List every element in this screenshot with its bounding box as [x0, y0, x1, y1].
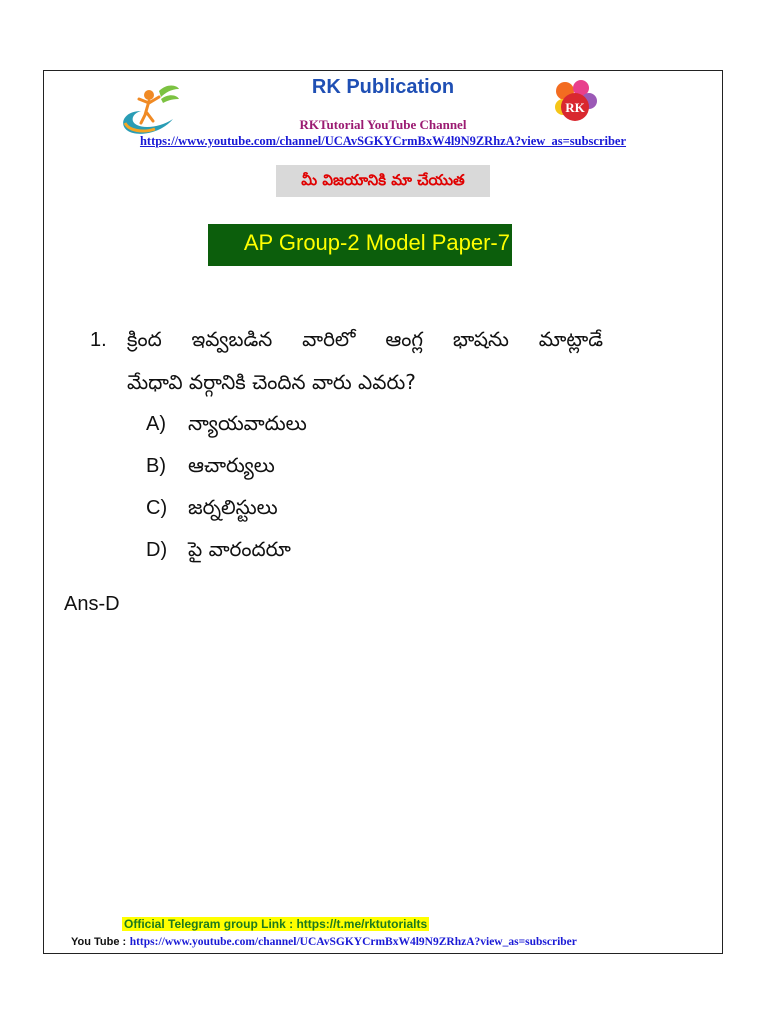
question-text-line2: మేధావి వర్గానికి చెందిన వారు ఎవరు? [127, 370, 416, 394]
page-frame [43, 70, 723, 954]
option-label: C) [146, 497, 168, 519]
option-label: B) [146, 455, 166, 477]
option-a [146, 411, 307, 440]
option-text: జర్నలిస్టులు [188, 495, 278, 519]
paper-title: AP Group-2 Model Paper-7 [208, 224, 512, 266]
answer-text: Ans-D [64, 593, 120, 615]
option-label: A) [146, 413, 166, 435]
option-b [146, 453, 275, 482]
youtube-label: You Tube : [71, 936, 127, 948]
rk-logo-text: RK [565, 100, 585, 115]
telegram-link[interactable]: Official Telegram group Link : https://t.me/rktutorialts [124, 917, 428, 931]
option-d [146, 537, 291, 566]
option-label: D) [146, 539, 168, 561]
option-text: ఆచార్యులు [188, 453, 275, 477]
channel-link[interactable]: https://www.youtube.com/channel/UCAvSGKYCrmBxW4l9N9ZRhzA?view_as=subscriber [139, 134, 627, 148]
question-text-line1: క్రింద ఇవ్వబడిన వారిలో ఆంగ్ల భాషను మాట్లాడే [127, 327, 603, 351]
slogan-banner: మీ విజయానికి మా చేయుత [276, 165, 490, 197]
youtube-footer-link[interactable]: https://www.youtube.com/channel/UCAvSGKYCrmBxW4l9N9ZRhzA?view_as=subscriber [129, 936, 577, 948]
publication-title: RK Publication [311, 76, 455, 98]
channel-name: RKTutorial YouTube Channel [299, 117, 467, 132]
option-c [146, 495, 278, 524]
option-text: న్యాయవాదులు [188, 411, 307, 435]
question-number: 1. [90, 329, 107, 351]
youtube-footer [71, 935, 577, 948]
option-text: పై వారందరూ [188, 537, 291, 561]
